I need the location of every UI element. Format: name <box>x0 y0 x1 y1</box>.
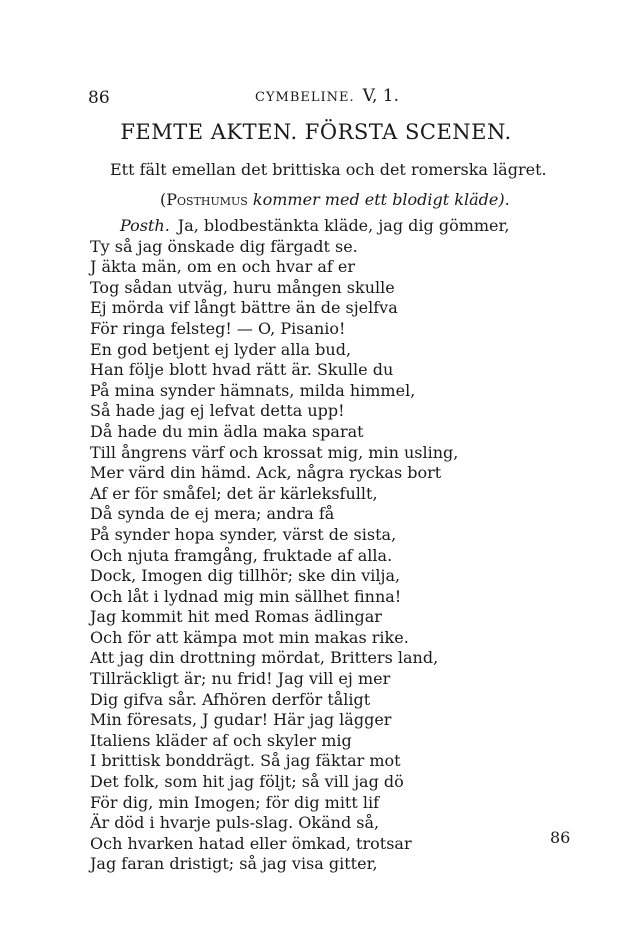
verse-line: På mina synder hämnats, milda himmel, <box>90 380 416 400</box>
verse-line: Och för att kämpa mot min makas rike. <box>90 627 409 647</box>
verse-line: Italiens kläder af och skyler mig <box>90 730 352 750</box>
verse-line: Min föresats, J gudar! Här jag lägger <box>90 710 392 730</box>
stage-direction-text: kommer med ett blodigt kläde). <box>247 190 510 209</box>
verse-line: För dig, min Imogen; för dig mitt lif <box>90 792 380 812</box>
verse-line: Det folk, som hit jag följt; så vill jag dö <box>90 772 404 792</box>
verse-line: Till ångrens värf och krossat mig, min usling, <box>90 442 459 462</box>
verse-line: Och njuta framgång, fruktade af alla. <box>90 545 393 565</box>
verse-line: Dig gifva sår. Afhören derför tåligt <box>90 689 371 709</box>
stage-direction-open: ( <box>160 190 167 209</box>
verse-line: Då synda de ej mera; andra få <box>90 504 335 524</box>
verse-line: I brittisk bonddrägt. Så jag fäktar mot <box>90 751 401 771</box>
verse-line: På synder hopa synder, värst de sista, <box>90 524 397 544</box>
verse-line: Mer värd din hämd. Ack, några ryckas bort <box>90 463 442 483</box>
verse-line: Att jag din drottning mördat, Britters land, <box>90 648 439 668</box>
scan-artifact-marks <box>250 6 610 10</box>
verse-line: Af er för småfel; det är kärleksfullt, <box>90 483 378 503</box>
footer-page-number: 86 <box>550 828 571 847</box>
stage-direction-character: Posthumus <box>166 190 248 209</box>
verse-speech <box>90 216 530 875</box>
verse-line: Han följe blott hvad rätt är. Skulle du <box>90 360 394 380</box>
verse-line: Tillräckligt är; nu frid! Jag vill ej mer <box>90 669 391 689</box>
verse-line: Ej mörda vif långt bättre än de sjelfva <box>90 298 398 318</box>
header-page-number: 86 <box>88 88 110 108</box>
running-title: CYMBELINE. <box>255 90 355 105</box>
stage-direction <box>160 190 510 209</box>
verse-line: Så hade jag ej lefvat detta upp! <box>90 401 345 421</box>
verse-line: Jag kommit hit med Romas ädlingar <box>90 607 382 627</box>
verse-line: Då hade du min ädla maka sparat <box>90 421 364 441</box>
verse-line: Och hvarken hatad eller ömkad, trotsar <box>90 833 412 853</box>
verse-line: J äkta män, om en och hvar af er <box>90 257 355 277</box>
verse-line: Är död i hvarje puls-slag. Okänd så, <box>90 813 380 833</box>
verse-line: Jag faran dristigt; så jag visa gitter, <box>90 854 378 874</box>
verse-line: Tog sådan utväg, huru mången skulle <box>90 277 395 297</box>
speaker-name: Posth. <box>120 216 170 235</box>
act-scene-title: FEMTE AKTEN. FÖRSTA SCENEN. <box>120 120 512 144</box>
verse-line: En god betjent ej lyder alla bud, <box>90 339 352 359</box>
verse-line: Och låt i lydnad mig min sällhet finna! <box>90 586 402 606</box>
verse-line: För ringa felsteg! — O, Pisanio! <box>90 318 346 338</box>
verse-line: Posth. Ja, blodbestänkta kläde, jag dig gömmer, <box>120 216 510 235</box>
running-head <box>255 86 399 106</box>
scene-setting: Ett fält emellan det brittiska och det romerska lägret. <box>110 160 547 179</box>
verse-line: Ty så jag önskade dig färgadt se. <box>90 236 358 256</box>
verse-line: Dock, Imogen dig tillhör; ske din vilja, <box>90 566 401 586</box>
act-scene-label: V, 1. <box>362 86 399 106</box>
